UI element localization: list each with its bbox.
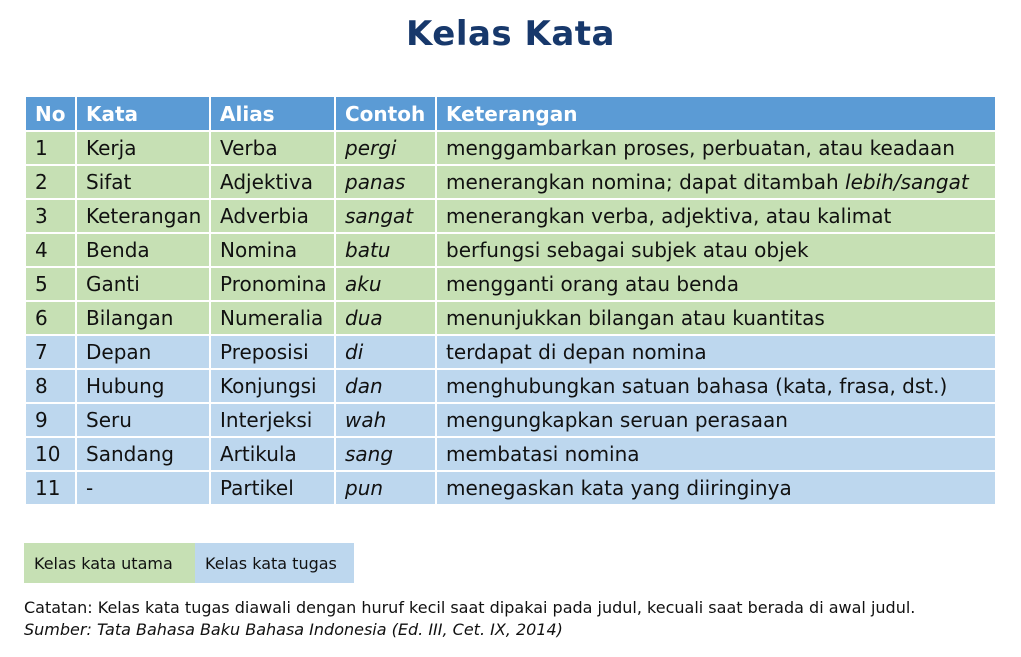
header-alias: Alias bbox=[210, 96, 335, 131]
word-class-table bbox=[24, 95, 997, 506]
cell-contoh: dan bbox=[335, 369, 436, 403]
cell-alias: Numeralia bbox=[210, 301, 335, 335]
cell-keterangan: menegaskan kata yang diiringinya bbox=[436, 471, 996, 505]
cell-kata: Depan bbox=[76, 335, 210, 369]
cell-contoh: pun bbox=[335, 471, 436, 505]
cell-contoh: pergi bbox=[335, 131, 436, 165]
cell-keterangan bbox=[436, 165, 996, 199]
table-row bbox=[25, 267, 996, 301]
cell-no: 5 bbox=[25, 267, 76, 301]
cell-alias: Artikula bbox=[210, 437, 335, 471]
cell-kata: Seru bbox=[76, 403, 210, 437]
cell-contoh: aku bbox=[335, 267, 436, 301]
table-body bbox=[25, 131, 996, 505]
table-row bbox=[25, 403, 996, 437]
page-title: Kelas Kata bbox=[406, 14, 615, 54]
cell-contoh: wah bbox=[335, 403, 436, 437]
cell-keterangan: mengungkapkan seruan perasaan bbox=[436, 403, 996, 437]
cell-no: 4 bbox=[25, 233, 76, 267]
cell-kata: Sandang bbox=[76, 437, 210, 471]
keterangan-text: menerangkan nomina; dapat ditambah bbox=[446, 170, 846, 194]
cell-alias: Partikel bbox=[210, 471, 335, 505]
cell-no: 3 bbox=[25, 199, 76, 233]
cell-alias: Interjeksi bbox=[210, 403, 335, 437]
cell-no: 11 bbox=[25, 471, 76, 505]
cell-keterangan: membatasi nomina bbox=[436, 437, 996, 471]
cell-no: 7 bbox=[25, 335, 76, 369]
cell-keterangan: menggambarkan proses, perbuatan, atau keadaan bbox=[436, 131, 996, 165]
table-header-row bbox=[25, 96, 996, 131]
table-row bbox=[25, 369, 996, 403]
cell-no: 9 bbox=[25, 403, 76, 437]
cell-contoh: sangat bbox=[335, 199, 436, 233]
cell-keterangan: menghubungkan satuan bahasa (kata, frasa, dst.) bbox=[436, 369, 996, 403]
source-text: Sumber: Tata Bahasa Baku Bahasa Indonesia (Ed. III, Cet. IX, 2014) bbox=[24, 620, 563, 639]
cell-alias: Konjungsi bbox=[210, 369, 335, 403]
table-row bbox=[25, 199, 996, 233]
cell-contoh: dua bbox=[335, 301, 436, 335]
cell-no: 2 bbox=[25, 165, 76, 199]
cell-no: 1 bbox=[25, 131, 76, 165]
header-kata: Kata bbox=[76, 96, 210, 131]
cell-alias: Nomina bbox=[210, 233, 335, 267]
cell-kata: Hubung bbox=[76, 369, 210, 403]
cell-keterangan: berfungsi sebagai subjek atau objek bbox=[436, 233, 996, 267]
table-row bbox=[25, 165, 996, 199]
cell-no: 8 bbox=[25, 369, 76, 403]
header-contoh: Contoh bbox=[335, 96, 436, 131]
cell-no: 6 bbox=[25, 301, 76, 335]
cell-alias: Verba bbox=[210, 131, 335, 165]
table-row bbox=[25, 301, 996, 335]
cell-contoh: sang bbox=[335, 437, 436, 471]
cell-keterangan: menunjukkan bilangan atau kuantitas bbox=[436, 301, 996, 335]
cell-no: 10 bbox=[25, 437, 76, 471]
cell-kata: Kerja bbox=[76, 131, 210, 165]
header-keterangan: Keterangan bbox=[436, 96, 996, 131]
table-row bbox=[25, 131, 996, 165]
table-row bbox=[25, 335, 996, 369]
cell-kata: - bbox=[76, 471, 210, 505]
cell-alias: Pronomina bbox=[210, 267, 335, 301]
cell-kata: Ganti bbox=[76, 267, 210, 301]
cell-contoh: panas bbox=[335, 165, 436, 199]
cell-kata: Benda bbox=[76, 233, 210, 267]
cell-contoh: batu bbox=[335, 233, 436, 267]
cell-kata: Keterangan bbox=[76, 199, 210, 233]
table-row bbox=[25, 437, 996, 471]
cell-contoh: di bbox=[335, 335, 436, 369]
cell-alias: Preposisi bbox=[210, 335, 335, 369]
table-row bbox=[25, 471, 996, 505]
header-no: No bbox=[25, 96, 76, 131]
cell-kata: Bilangan bbox=[76, 301, 210, 335]
footnote bbox=[24, 597, 1014, 641]
cell-kata: Sifat bbox=[76, 165, 210, 199]
keterangan-italic-text: lebih/sangat bbox=[845, 170, 969, 194]
cell-keterangan: mengganti orang atau benda bbox=[436, 267, 996, 301]
legend-kelas-utama: Kelas kata utama bbox=[24, 543, 205, 583]
cell-alias: Adjektiva bbox=[210, 165, 335, 199]
cell-keterangan: terdapat di depan nomina bbox=[436, 335, 996, 369]
table-row bbox=[25, 233, 996, 267]
note-text: Catatan: Kelas kata tugas diawali dengan huruf kecil saat dipakai pada judul, kecuali saat berada di awal judul. bbox=[24, 598, 916, 617]
legend-kelas-tugas: Kelas kata tugas bbox=[195, 543, 354, 583]
cell-keterangan: menerangkan verba, adjektiva, atau kalimat bbox=[436, 199, 996, 233]
cell-alias: Adverbia bbox=[210, 199, 335, 233]
